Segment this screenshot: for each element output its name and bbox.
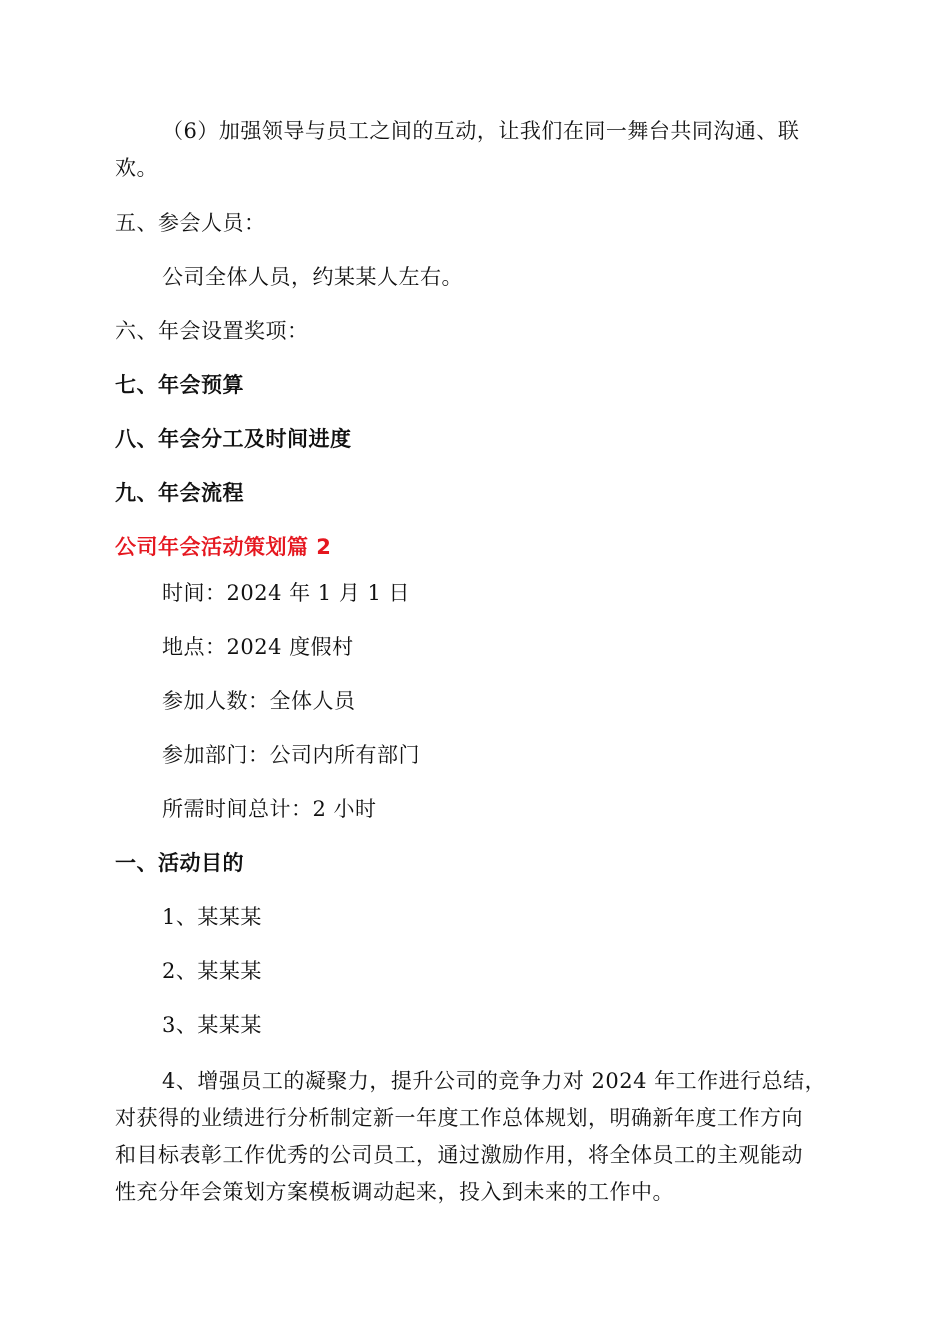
event-time: 时间：2024 年 1 月 1 日 [162,581,411,605]
goal-item-4-line-4: 性充分年会策划方案模板调动起来，投入到未来的工作中。 [115,1180,674,1204]
goal-item-2: 2、某某某 [162,959,262,983]
heading-awards: 六、年会设置奖项： [115,319,309,343]
event-place: 地点：2024 度假村 [162,635,354,659]
attendees-text: 公司全体人员，约某某人左右。 [162,265,463,289]
heading-attendees: 五、参会人员： [115,211,266,235]
goal-item-4-line-3: 和目标表彰工作优秀的公司员工，通过激励作用，将全体员工的主观能动 [115,1143,803,1167]
heading-process: 九、年会流程 [115,481,244,505]
event-departments: 参加部门：公司内所有部门 [162,743,420,767]
goal-item-4-line-2: 对获得的业绩进行分析制定新一年度工作总体规划，明确新年度工作方向 [115,1106,803,1130]
heading-budget: 七、年会预算 [115,373,244,397]
heading-goals: 一、活动目的 [115,851,244,875]
event-people: 参加人数：全体人员 [162,689,356,713]
section-title: 公司年会活动策划篇 2 [115,535,332,559]
event-duration: 所需时间总计：2 小时 [162,797,377,821]
goal-item-4-line-1: 4、增强员工的凝聚力，提升公司的竞争力对 2024 年工作进行总结， [162,1069,827,1093]
heading-schedule: 八、年会分工及时间进度 [115,427,352,451]
paragraph-interaction-line-2: 欢。 [115,156,158,180]
goal-item-3: 3、某某某 [162,1013,262,1037]
paragraph-interaction-line-1: （6）加强领导与员工之间的互动，让我们在同一舞台共同沟通、联 [162,119,800,143]
goal-item-1: 1、某某某 [162,905,262,929]
